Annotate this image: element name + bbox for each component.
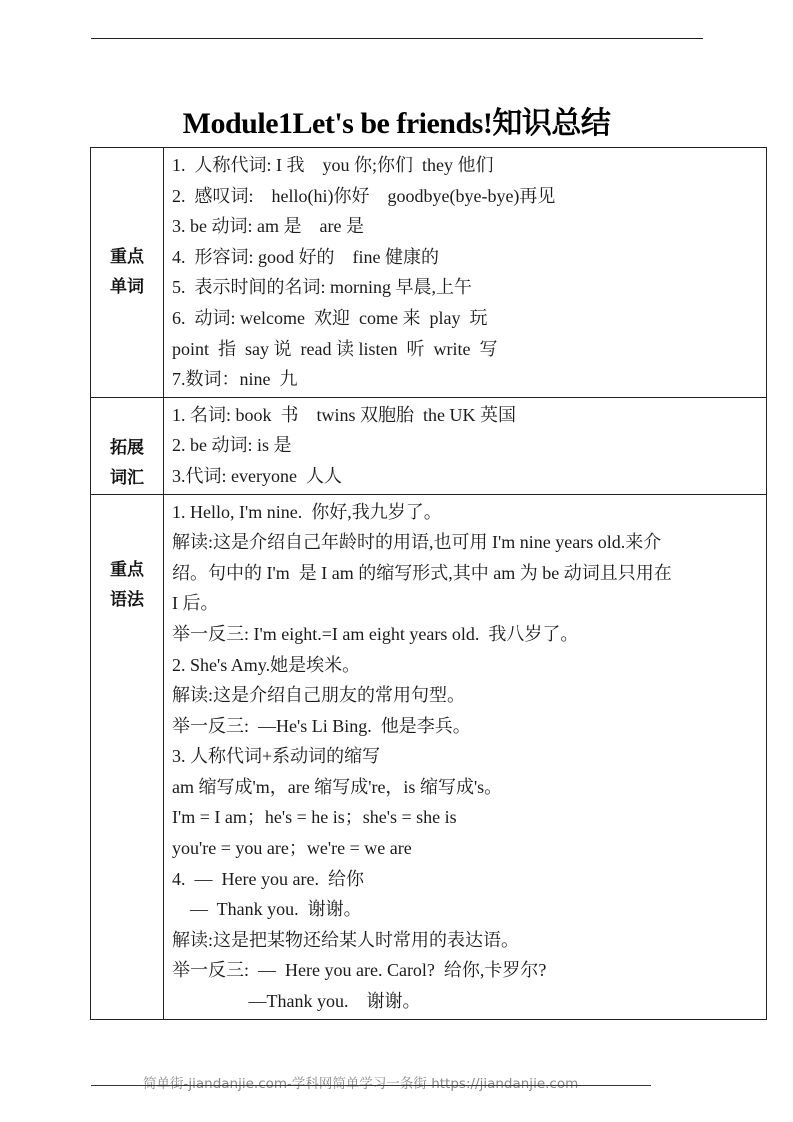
category-label: 重点: [110, 247, 144, 268]
category-label: 语法: [110, 589, 144, 610]
content-line: point 指 say 说 read 读 listen 听 write 写: [172, 338, 498, 359]
section-key-vocabulary: [91, 148, 767, 398]
category-label: 单词: [110, 277, 144, 298]
content-line: 7.数词：nine 九: [172, 369, 298, 390]
content-line: 1. 人称代词: I 我 you 你;你们 they 他们: [172, 155, 494, 175]
content-line: I'm = I am；he's = he is；she's = she is: [172, 807, 457, 828]
content-line: — Thank you. 谢谢。: [172, 899, 362, 920]
content-line: 5. 表示时间的名词: morning 早晨,上午: [172, 277, 472, 298]
content-line: 举一反三: —He's Li Bing. 他是李兵。: [172, 715, 471, 736]
content-cell: [164, 148, 767, 398]
category-label: 拓展: [110, 437, 144, 458]
content-line: 6. 动词: welcome 欢迎 come 来 play 玩: [172, 307, 488, 328]
content-line: 1. 名词: book 书 twins 双胞胎 the UK 英国: [172, 404, 516, 425]
section-key-grammar: [91, 494, 767, 1019]
content-line: 解读:这是把某物还给某人时常用的表达语。: [172, 929, 519, 950]
footer-rule: [91, 1085, 651, 1086]
footer-watermark: 简单街-jiandanjie.com-学科网简单学习一条街 https://jiandanjie.com: [143, 1076, 579, 1092]
content-line: 举一反三: — Here you are. Carol? 给你,卡罗尔?: [172, 960, 547, 981]
content-cell: [164, 397, 767, 494]
category-cell: [91, 148, 164, 398]
category-label: 重点: [110, 559, 144, 580]
content-line: 3.代词: everyone 人人: [172, 465, 342, 486]
content-line: 2. be 动词: is 是: [172, 435, 292, 456]
category-label: 词汇: [110, 467, 144, 488]
section-extended-vocabulary: [91, 397, 767, 494]
content-line: 3. be 动词: am 是 are 是: [172, 216, 364, 237]
content-line: 举一反三: I'm eight.=I am eight years old. 我八岁了。: [172, 623, 579, 644]
content-cell: [164, 494, 767, 1019]
category-cell: [91, 397, 164, 494]
content-line: 绍。句中的 I'm 是 I am 的缩写形式,其中 am 为 be 动词且只用在: [172, 562, 672, 583]
content-line: 2. 感叹词: hello(hi)你好 goodbye(bye-bye)再见: [172, 185, 556, 206]
content-line: 解读:这是介绍自己朋友的常用句型。: [172, 685, 465, 706]
content-line: you're = you are；we're = we are: [172, 838, 412, 859]
header-rule: [91, 38, 703, 39]
content-line: I 后。: [172, 593, 219, 614]
content-line: 2. She's Amy.她是埃米。: [172, 654, 361, 675]
content-line: 3. 人称代词+系动词的缩写: [172, 746, 381, 767]
page-title: Module1Let's be friends!知识总结: [182, 107, 611, 141]
category-cell: [91, 494, 164, 1019]
content-line: 1. Hello, I'm nine. 你好,我九岁了。: [172, 501, 442, 522]
content-line: 4. — Here you are. 给你: [172, 868, 364, 889]
content-line: 4. 形容词: good 好的 fine 健康的: [172, 246, 439, 267]
knowledge-summary-table: [90, 147, 767, 1020]
content-line: 解读:这是介绍自己年龄时的用语,也可用 I'm nine years old.来介: [172, 532, 662, 553]
content-line: —Thank you. 谢谢。: [172, 991, 421, 1012]
content-line: am 缩写成'm，are 缩写成're，is 缩写成's。: [172, 776, 503, 797]
